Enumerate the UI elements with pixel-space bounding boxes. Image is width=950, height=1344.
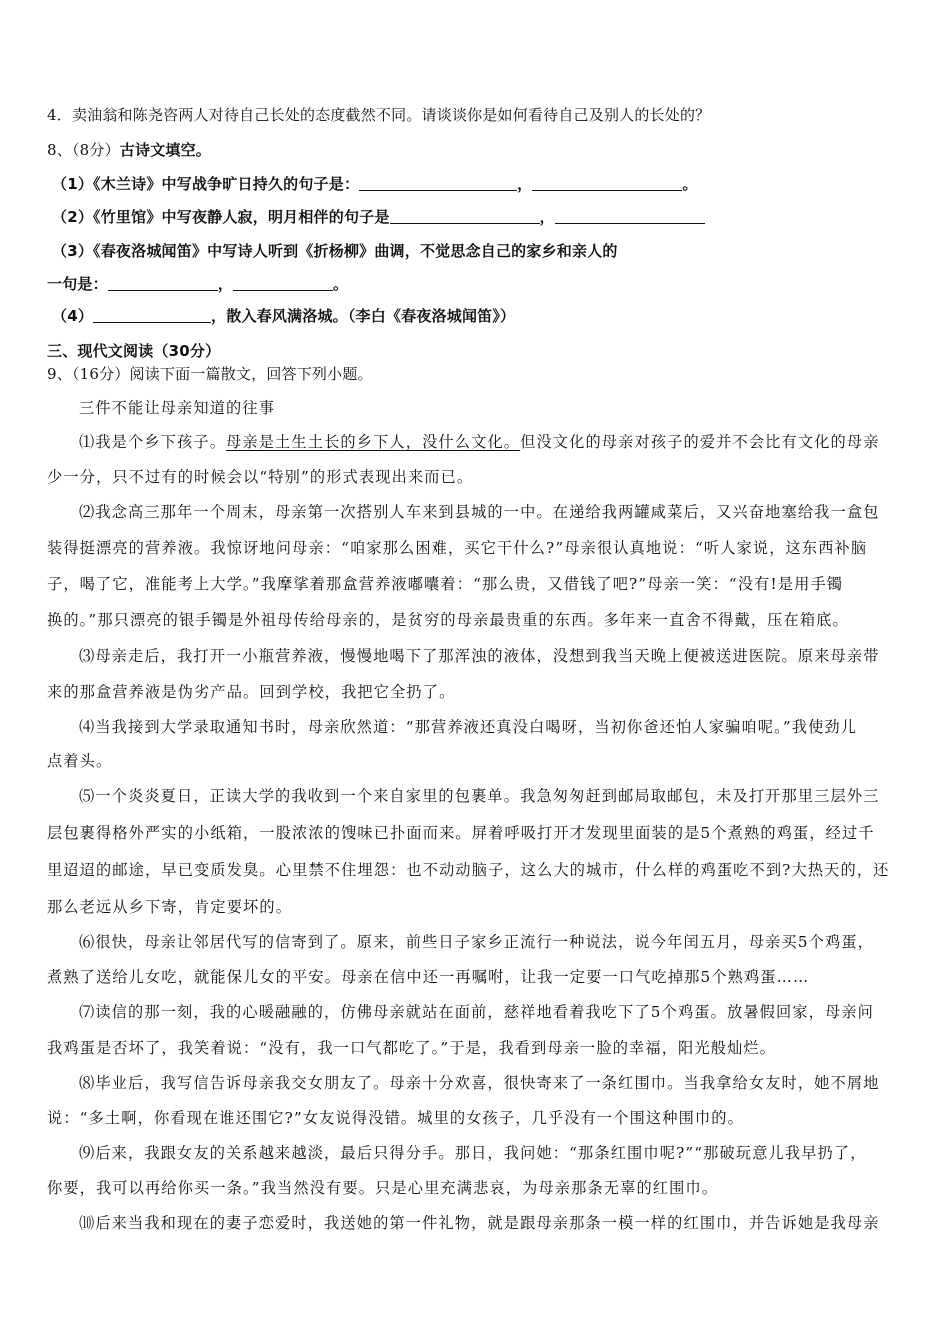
q8-item-2 [52,206,705,227]
article-line: 子，喝了它，准能考上大学。”我摩挲着那盒营养液嘟囔着：“那么贵，又借钱了吧?”母亲一笑：“没有!是用手镯 [47,575,844,593]
comma: ， [217,275,234,293]
answer-blank[interactable] [359,176,517,191]
answer-blank[interactable] [233,276,333,291]
article-title: 三件不能让母亲知道的往事 [79,399,276,417]
question-8-title: 古诗文填空。 [119,141,211,159]
p1-text-cont: 但没文化的母亲对孩子的爱并不会比有文化的母亲 [520,433,880,451]
p1-text: ⑴我是个乡下孩子。 [79,433,227,451]
article-line: 来的那盒营养液是伪劣产品。回到学校，我把它全扔了。 [47,683,456,701]
article-line: 层包裹得格外严实的小纸箱，一股浓浓的馊味已扑面而来。屏着呼吸打开才发现里面装的是5个煮熟的鸡蛋，经过千 [47,824,875,842]
article-line: 少一分，只不过有的时候会以“特别”的形式表现出来而已。 [47,468,474,486]
underlined-sentence: 母亲是土生土长的乡下人，没什么文化。 [226,433,521,451]
q8-item-4-number: （4） [52,307,94,325]
q8-item-1-prompt: （1）《木兰诗》中写战争旷日持久的句子是： [52,175,360,193]
period: 。 [333,275,349,293]
article-line: ⑽后来当我和现在的妻子恋爱时，我送她的第一件礼物，就是跟母亲那条一模一样的红围巾，并告诉她是我母亲 [79,1214,880,1232]
question-9: 9、（16分）阅读下面一篇散文，回答下列小题。 [47,365,373,383]
q8-item-2-prompt: （2）《竹里馆》中写夜静人寂，明月相伴的句子是 [52,208,390,226]
article-line: ⑷当我接到大学录取通知书时，母亲欣然道：“那营养液还真没白喝呀，当初你爸还怕人家骗咱呢。”我使劲儿 [79,718,858,736]
article-line: 里迢迢的邮途，早已变质发臭。心里禁不住埋怨：也不动动脑子，这么大的城市，什么样的鸡蛋吃不到?大热天的，还 [47,861,890,879]
article-line: ⑺读信的那一刻，我的心暖融融的，仿佛母亲就站在面前，慈祥地看着我吃下了5个鸡蛋。放暑假回家，母亲问 [79,1003,875,1021]
article-line: 说：“多土啊，你看现在谁还围它?”女友说得没错。城里的女孩子，几乎没有一个围这种围巾的。 [47,1109,744,1127]
q8-item-1 [52,173,698,194]
q8-item-4-text: ，散入春风满洛城。（李白《春夜洛城闻笛》） [211,307,516,325]
question-4: 4．卖油翁和陈尧咨两人对待自己长处的态度截然不同。请谈谈你是如何看待自己及别人的长处的？ [47,106,711,124]
article-line: ⑻毕业后，我写信告诉母亲我交女朋友了。母亲十分欢喜，很快寄来了一条红围巾。当我拿给女友时，她不屑地 [79,1074,880,1092]
article-line: 煮熟了送给儿女吃，就能保儿女的平安。母亲在信中还一再嘱咐，让我一定要一口气吃掉那5个熟鸡蛋…… [47,968,810,986]
article-line: 换的。”那只漂亮的银手镯是外祖母传给母亲的，是贫穷的母亲最贵重的东西。多年来一直舍不得戴，压在箱底。 [47,611,849,629]
answer-blank[interactable] [93,308,211,323]
answer-blank[interactable] [555,209,705,224]
q8-item-3-prompt: 一句是： [47,275,108,293]
q8-item-3-cont [47,273,348,294]
question-8-number: 8、（8分） [47,141,120,159]
comma: ， [539,208,555,226]
article-line: 我鸡蛋是否坏了，我笑着说：“没有，我一口气都吃了。”于是，我看到母亲一脸的幸福，阳光般灿烂。 [47,1039,777,1057]
article-line: ⑸一个炎炎夏日，正读大学的我收到一个来自家里的包裹单。我急匆匆赶到邮局取邮包，未及打开那里三层外三 [79,787,880,805]
question-8-heading [47,139,211,160]
article-line: ⑵我念高三那年一个周末，母亲第一次搭别人车来到县城的一中。在递给我两罐咸菜后，又兴奋地塞给我一盒包 [79,503,880,521]
q8-item-4 [52,305,515,326]
article-line: 那么老远从乡下寄，肯定要坏的。 [47,898,293,916]
paragraph-1-line-1 [79,431,880,452]
article-line: ⑼后来，我跟女友的关系越来越淡，最后只得分手。那日，我问她：“那条红围巾呢?”“那破玩意儿我早扔了， [79,1144,867,1162]
article-line: ⑶母亲走后，我打开一小瓶营养液，慢慢地喝下了那浑浊的液体，没想到我当天晚上便被送进医院。原来母亲带 [79,647,880,665]
answer-blank[interactable] [108,276,218,291]
q8-item-3: （3）《春夜洛城闻笛》中写诗人听到《折杨柳》曲调，不觉思念自己的家乡和亲人的 [52,242,618,260]
answer-blank[interactable] [390,209,540,224]
article-line: 装得挺漂亮的营养液。我惊讶地问母亲：“咱家那么困难，买它干什么?”母亲很认真地说：“听人家说，这东西补脑 [47,539,868,557]
article-line: 你要，我可以再给你买一条。”我当然没有要。只是心里充满悲哀，为母亲那条无辜的红围巾。 [47,1179,719,1197]
answer-blank[interactable] [532,176,682,191]
comma: ， [517,175,533,193]
period: 。 [682,175,698,193]
article-line: ⑹很快，母亲让邻居代写的信寄到了。原来，前些日子家乡正流行一种说法，说今年闰五月，母亲买5个鸡蛋， [79,933,875,951]
article-line: 点着头。 [47,752,113,770]
section-3-heading: 三、现代文阅读（30分） [47,342,221,360]
